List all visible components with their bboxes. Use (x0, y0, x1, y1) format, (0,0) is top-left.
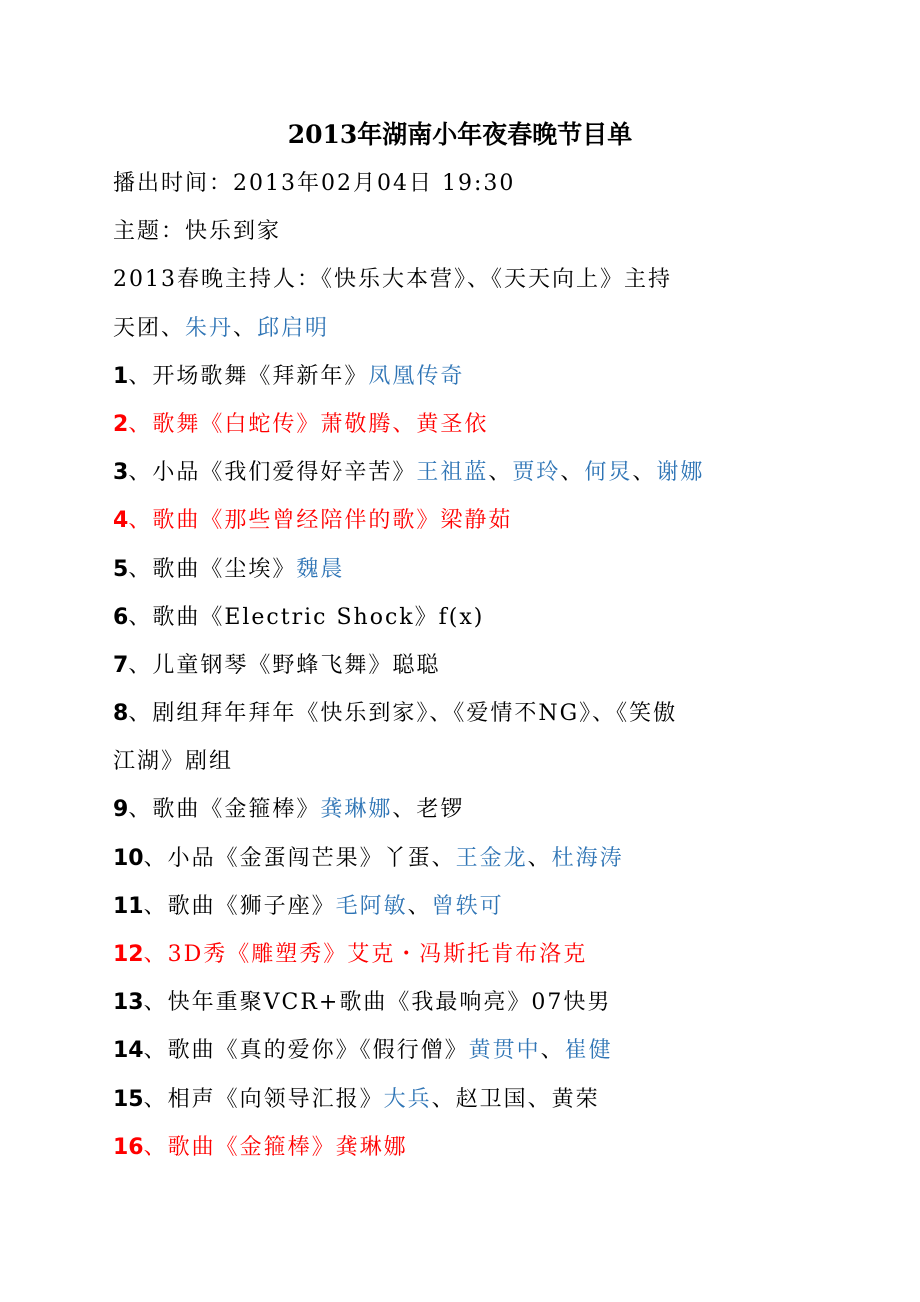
performer-name: 凤凰传奇 (368, 363, 465, 389)
program-number: 1 (113, 363, 129, 389)
host-name: 朱丹 (185, 315, 234, 341)
performer-name: 黄贯中 (468, 1038, 541, 1064)
program-text: 、歌曲《尘埃》 (128, 556, 297, 582)
program-text: 、歌曲《狮子座》 (143, 893, 336, 919)
performer-name: 王祖蓝 (416, 460, 489, 486)
program-number: 7 (113, 652, 129, 678)
program-number: 10 (113, 845, 144, 871)
broadcast-time: 播出时间：2013年02月04日 19:30 (113, 171, 516, 196)
program-item (113, 835, 793, 883)
program-number: 4 (113, 508, 129, 534)
document-body (113, 160, 793, 1172)
program-text: 、快年重聚VCR+歌曲《我最响亮》07快男 (143, 990, 612, 1016)
program-number: 3 (113, 460, 129, 486)
program-text: 、歌舞《白蛇传》萧敬腾、黄圣依 (128, 411, 489, 437)
program-text: 、小品《我们爱得好辛苦》 (128, 460, 417, 486)
program-item (113, 546, 793, 594)
program-text: 、相声《向领导汇报》 (143, 1086, 384, 1112)
program-number: 9 (113, 797, 129, 823)
program-item (113, 594, 793, 642)
program-item-continuation: 江湖》剧组 (113, 749, 234, 775)
program-item (113, 497, 793, 545)
program-item (113, 401, 793, 449)
program-number: 8 (113, 701, 129, 727)
program-text: 、歌曲《金箍棒》龚琳娜 (143, 1134, 408, 1160)
program-text: 、老锣 (392, 797, 465, 823)
program-text: 、 (560, 460, 585, 486)
performer-name: 何炅 (584, 460, 633, 486)
performer-name: 魏晨 (296, 556, 345, 582)
program-text: 、剧组拜年拜年《快乐到家》、《爱情不NG》、《笑傲 (128, 701, 678, 727)
hosts-prefix: 天团、 (113, 315, 186, 341)
program-text: 、歌曲《那些曾经陪伴的歌》梁静茹 (128, 508, 513, 534)
theme-line: 主题：快乐到家 (113, 219, 282, 245)
program-item (113, 690, 793, 738)
program-item (113, 786, 793, 834)
program-item (113, 979, 793, 1027)
program-number: 6 (113, 604, 129, 630)
program-text: 、 (540, 1038, 565, 1064)
program-text: 、歌曲《金箍棒》 (128, 797, 321, 823)
separator: 、 (233, 315, 258, 341)
program-number: 16 (113, 1134, 144, 1160)
program-item (113, 353, 793, 401)
host-name: 邱启明 (257, 315, 330, 341)
performer-name: 谢娜 (656, 460, 705, 486)
performer-name: 大兵 (383, 1086, 432, 1112)
program-item (113, 931, 793, 979)
program-item (113, 1076, 793, 1124)
performer-name: 杜海涛 (551, 845, 624, 871)
program-text: 、儿童钢琴《野蜂飞舞》聪聪 (128, 652, 441, 678)
performer-name: 曾轶可 (431, 893, 504, 919)
program-text: 、小品《金蛋闯芒果》丫蛋、 (143, 845, 456, 871)
program-text: 、歌曲《Electric Shock》f(x) (128, 604, 485, 630)
program-number: 14 (113, 1038, 144, 1064)
program-number: 15 (113, 1086, 144, 1112)
program-text: 、 (632, 460, 657, 486)
program-number: 12 (113, 942, 144, 967)
program-number: 13 (113, 990, 144, 1016)
program-text: 、 (488, 460, 513, 486)
program-text: 、 (527, 845, 552, 871)
program-item (113, 1027, 793, 1075)
program-text: 、开场歌舞《拜新年》 (128, 363, 369, 389)
program-text: 、歌曲《真的爱你》《假行僧》 (143, 1038, 469, 1064)
hosts-line: 2013春晚主持人：《快乐大本营》、《天天向上》主持 (113, 267, 672, 293)
performer-name: 龚琳娜 (320, 797, 393, 823)
program-item (113, 883, 793, 931)
program-item (113, 449, 793, 497)
document-title: 2013年湖南小年夜春晚节目单 (287, 120, 633, 149)
hosts-line-continuation (113, 305, 793, 353)
performer-name: 王金龙 (455, 845, 528, 871)
performer-name: 贾玲 (512, 460, 561, 486)
performer-name: 崔健 (564, 1038, 613, 1064)
program-number: 5 (113, 556, 129, 582)
program-number: 11 (113, 893, 144, 919)
program-text: 、 (407, 893, 432, 919)
program-item (113, 1124, 793, 1172)
program-text: 、3D秀《雕塑秀》艾克・冯斯托肯布洛克 (143, 942, 588, 967)
program-number: 2 (113, 411, 129, 437)
performer-name: 毛阿敏 (335, 893, 408, 919)
program-list (113, 353, 793, 1172)
program-text: 、赵卫国、黄荣 (431, 1086, 600, 1112)
program-item (113, 642, 793, 690)
